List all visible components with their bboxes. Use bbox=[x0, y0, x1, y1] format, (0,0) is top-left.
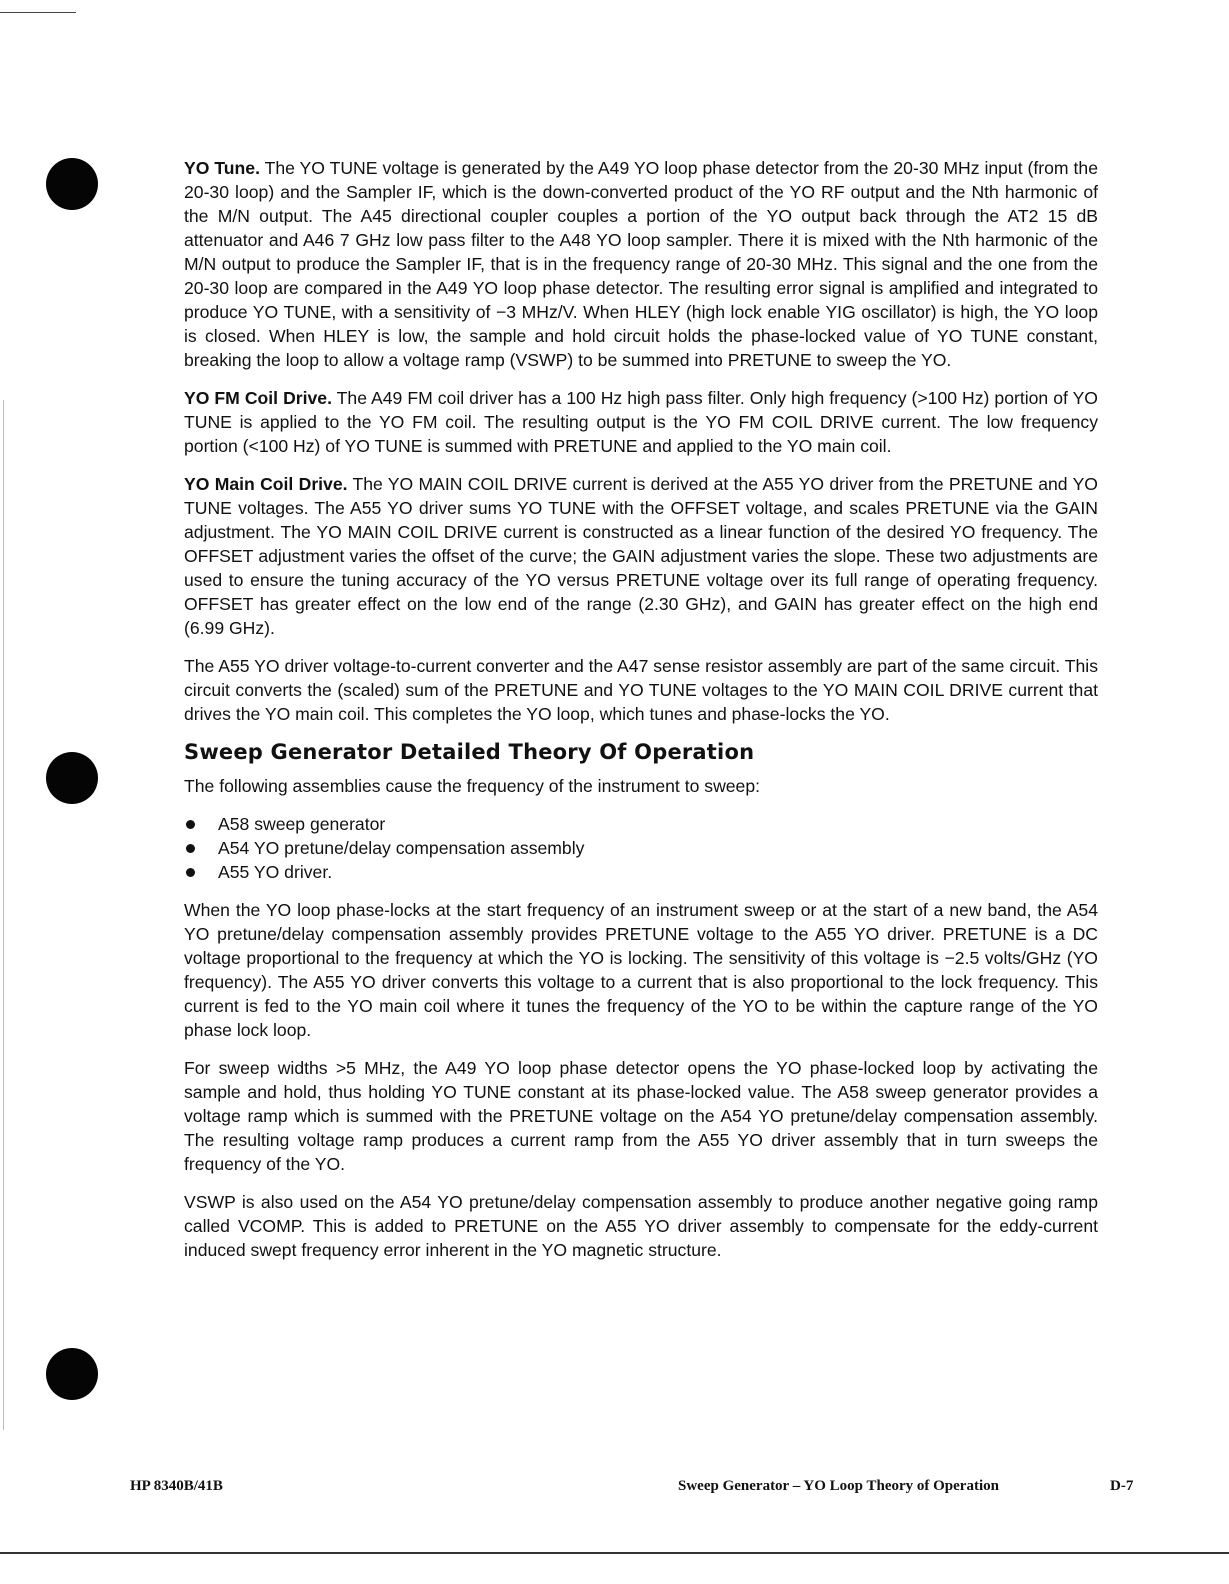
paragraph-a55-converter bbox=[184, 654, 1098, 726]
bullet-icon bbox=[186, 844, 195, 853]
footer-model: HP 8340B/41B bbox=[130, 1478, 223, 1494]
assembly-list bbox=[184, 812, 1098, 884]
binder-hole-middle bbox=[46, 752, 98, 804]
bottom-rule bbox=[0, 1552, 1229, 1554]
list-item: A58 sweep generator bbox=[184, 812, 1098, 836]
footer-section-title: Sweep Generator – YO Loop Theory of Operation bbox=[678, 1478, 999, 1494]
binder-hole-bottom bbox=[46, 1348, 98, 1400]
paragraph-text: The YO MAIN COIL DRIVE current is derived at the A55 YO driver from the PRETUNE and YO TUNE voltages. The A55 YO driver sums YO TUNE with the OFFSET voltage, and scales PRETUNE via the GAIN adjustment. The YO MAIN COIL DRIVE current is constructed as a linear function of the desired YO frequency. The OFFSET adjustment varies the offset of the curve; the GAIN adjustment varies the slope. These two adjustments are used to ensure the tuning accuracy of the YO versus PRETUNE voltage over its full range of operating frequency. OFFSET has greater effect on the low end of the range (2.30 GHz), and GAIN has greater effect on the high end (6.99 GHz). bbox=[184, 474, 1098, 638]
bullet-icon bbox=[186, 868, 195, 877]
sweep-intro: The following assemblies cause the frequency of the instrument to sweep: bbox=[184, 776, 761, 796]
paragraph-yo-main-coil-drive bbox=[184, 472, 1098, 640]
section-heading: Sweep Generator Detailed Theory Of Operation bbox=[184, 740, 755, 764]
paragraph-lead: YO Tune. bbox=[184, 158, 260, 178]
paragraph-pretune: When the YO loop phase-locks at the start frequency of an instrument sweep or at the start of a new band, the A54 YO pretune/delay compensation assembly provides PRETUNE voltage to the A55 YO driver. PRETUNE is a DC voltage proportional to the frequency at which the YO is locking. The sensitivity of this voltage is −2.5 volts/GHz (YO frequency). The A55 YO driver converts this voltage to a current that is also proportional to the lock frequency. This current is fed to the YO main coil where it tunes the frequency of the YO to be within the capture range of the YO phase lock loop. bbox=[184, 900, 1098, 1040]
bullet-icon bbox=[186, 820, 195, 829]
top-rule bbox=[0, 12, 76, 13]
paragraph-lead: YO Main Coil Drive. bbox=[184, 474, 348, 494]
paragraph-sweep-widths: For sweep widths >5 MHz, the A49 YO loop phase detector opens the YO phase-locked loop by activating the sample and hold, thus holding YO TUNE constant at its phase-locked value. The A58 sweep generator provides a voltage ramp which is summed with the PRETUNE voltage on the A54 YO pretune/delay compensation assembly. The resulting voltage ramp produces a current ramp from the A55 YO driver assembly that in turn sweeps the frequency of the YO. bbox=[184, 1058, 1098, 1174]
left-margin-rule bbox=[3, 400, 4, 1430]
list-item: A55 YO driver. bbox=[184, 860, 1098, 884]
paragraph-lead: YO FM Coil Drive. bbox=[184, 388, 332, 408]
binder-hole-top bbox=[46, 158, 98, 210]
paragraph-vswp: VSWP is also used on the A54 YO pretune/delay compensation assembly to produce another negative going ramp called VCOMP. This is added to PRETUNE on the A55 YO driver assembly to compensate for the eddy-current induced swept frequency error inherent in the YO magnetic structure. bbox=[184, 1192, 1098, 1260]
paragraph-text: The A49 FM coil driver has a 100 Hz high pass filter. Only high frequency (>100 Hz) portion of YO TUNE is applied to the YO FM coil. The resulting output is the YO FM COIL DRIVE current. The low frequency portion (<100 Hz) of YO TUNE is summed with PRETUNE and applied to the YO main coil. bbox=[184, 388, 1098, 456]
page-body bbox=[184, 156, 1098, 1276]
paragraph-text: The YO TUNE voltage is generated by the A49 YO loop phase detector from the 20-30 MHz input (from the 20-30 loop) and the Sampler IF, which is the down-converted product of the YO RF output and the Nth harmonic of the M/N output. The A45 directional coupler couples a portion of the YO output back through the AT2 15 dB attenuator and A46 7 GHz low pass filter to the A48 YO loop sampler. There it is mixed with the Nth harmonic of the M/N output to produce the Sampler IF, that is in the frequency range of 20-30 MHz. This signal and the one from the 20-30 loop are compared in the A49 YO loop phase detector. The resulting error signal is amplified and integrated to produce YO TUNE, with a sensitivity of −3 MHz/V. When HLEY (high lock enable YIG oscillator) is high, the YO loop is closed. When HLEY is low, the sample and hold circuit holds the phase-locked value of YO TUNE constant, breaking the loop to allow a voltage ramp (VSWP) to be summed into PRETUNE to sweep the YO. bbox=[184, 158, 1098, 370]
paragraph-yo-fm-coil-drive bbox=[184, 386, 1098, 458]
footer-page-number: D-7 bbox=[1110, 1478, 1134, 1494]
paragraph-text: The A55 YO driver voltage-to-current converter and the A47 sense resistor assembly are part of the same circuit. This circuit converts the (scaled) sum of the PRETUNE and YO TUNE voltages to the YO MAIN COIL DRIVE current that drives the YO main coil. This completes the YO loop, which tunes and phase-locks the YO. bbox=[184, 656, 1098, 724]
paragraph-yo-tune bbox=[184, 156, 1098, 372]
list-item: A54 YO pretune/delay compensation assembly bbox=[184, 836, 1098, 860]
